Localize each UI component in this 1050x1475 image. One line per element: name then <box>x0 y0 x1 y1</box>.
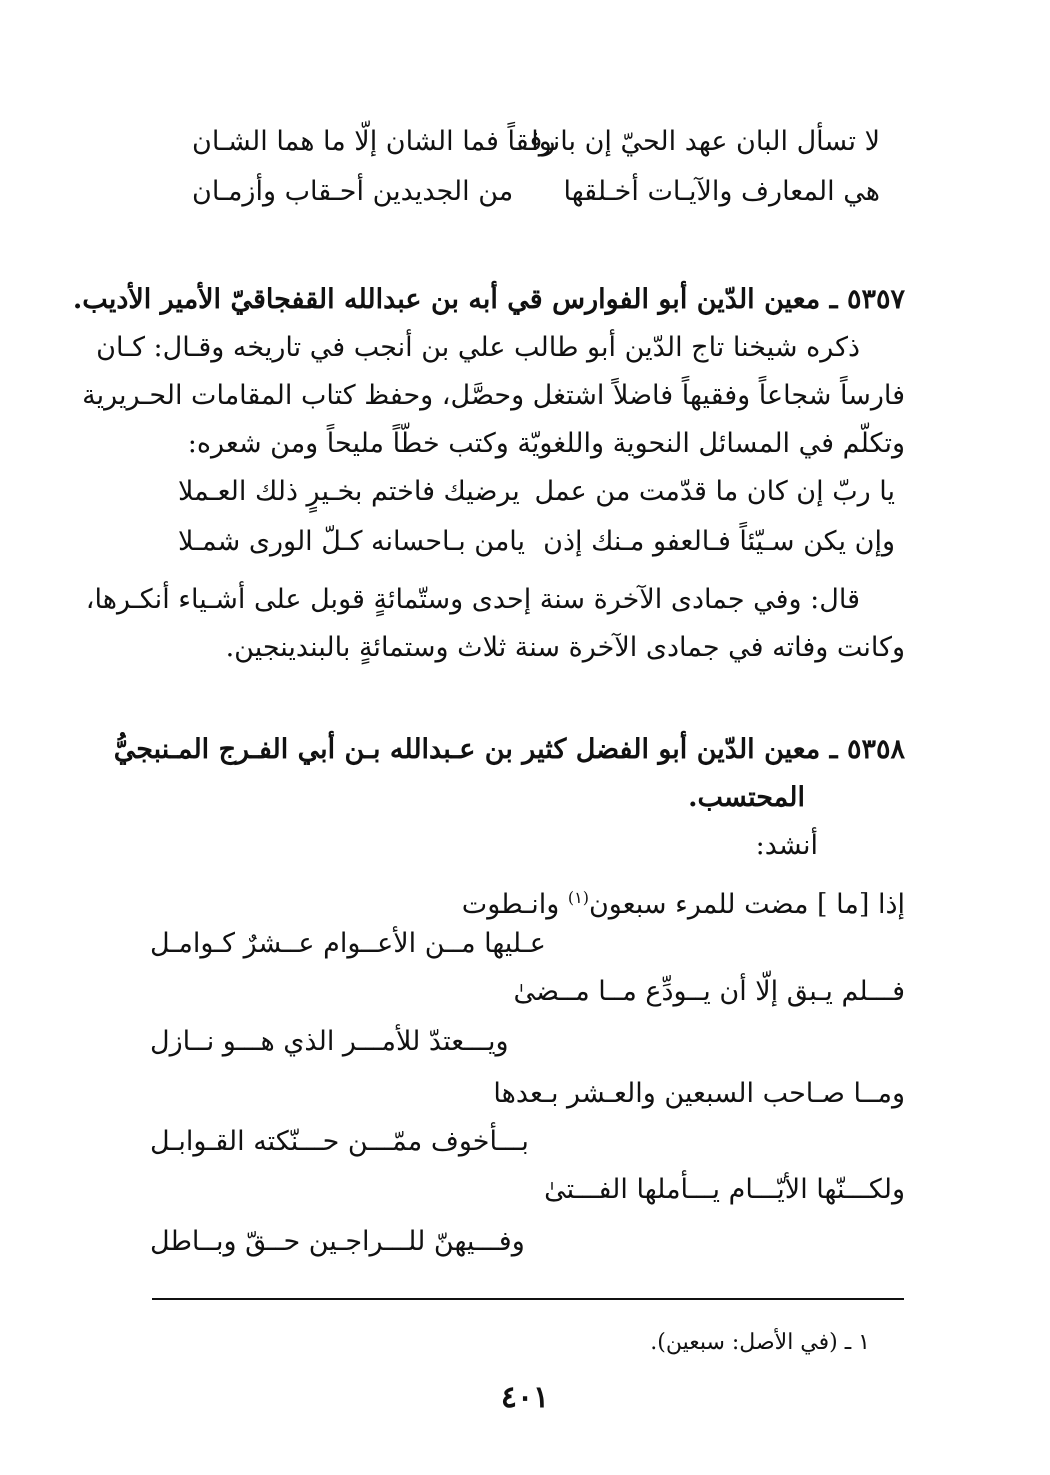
body-line: فارساً شجاعاً وفقيهاً فاضلاً اشتغل وحصَّل، وحفظ كتاب المقامات الحـريرية <box>82 380 905 411</box>
verse-line: وفـــيهنّ للـــراجـين حــقّ وبــاطل <box>150 1226 525 1257</box>
entry-heading-5358: ٥٣٥٨ ـ معين الدّين أبو الفضل كثير بن عـبدالله بـن أبي الفـرج المـنبجيُّ <box>113 734 905 765</box>
entry-heading-continuation: المحتسب. <box>688 782 805 813</box>
verse-row <box>150 126 910 174</box>
body-line: قال: وفي جمادى الآخرة سنة إحدى وستّمائةٍ قوبل على أشـياء أنكـرها، <box>85 584 860 615</box>
verse-line <box>462 878 905 925</box>
verse-line: عـليها مــن الأعــوام عــشرٌ كـوامـل <box>150 928 546 959</box>
verse-hemistich-second: يامن بـاحسانه كـلّ الورى شمـلا <box>178 526 526 557</box>
verse-row <box>150 526 910 574</box>
verse-row <box>150 476 910 524</box>
entry-heading-5357: ٥٣٥٧ ـ معين الدّين أبو الفوارس قي أبه بن عبدالله القفجاقيّ الأمير الأديب. <box>72 284 905 315</box>
verse-hemistich-first: لا تسأل البان عهد الحيّ إن بانوا <box>531 126 880 157</box>
verse-line: ولكـــنّها الأيّـــام يـــأملها الفـــتىٰ <box>544 1174 905 1205</box>
footnote-ref: (١) <box>567 888 589 907</box>
verse-line: ويـــعتدّ للأمـــر الذي هـــو نــازل <box>150 1026 509 1057</box>
footnote-divider <box>152 1298 904 1300</box>
verse-text: وانـطوت <box>461 889 560 920</box>
body-line: وكانت وفاته في جمادى الآخرة سنة ثلاث وستمائةٍ بالبندينجين. <box>225 632 905 663</box>
footnote: ١ ـ (في الأصل: سبعين). <box>650 1330 870 1355</box>
verse-hemistich-first: هي المعارف والآيـات أخـلقها <box>563 176 880 207</box>
verse-text: إذا [ما ] مضت للمرء سبعون <box>588 889 905 920</box>
verse-line: فـــلم يـبق إلّا أن يــودِّع مــا مــضىٰ <box>513 976 905 1007</box>
body-line: ذكره شيخنا تاج الدّين أبو طالب علي بن أنجب في تاريخه وقـال: كـان <box>96 332 860 363</box>
verse-hemistich-second: من الجديدين أحـقاب وأزمـان <box>192 176 514 207</box>
verse-row <box>150 176 910 224</box>
verse-hemistich-second: رفقاً فما الشان إلّا ما هما الشـان <box>192 126 556 157</box>
verse-line: بـــأخوف ممّـــن حـــنّكته القـوابـل <box>150 1126 529 1157</box>
verse-hemistich-first: يا ربّ إن كان ما قدّمت من عمل <box>534 476 895 507</box>
page-number: ٤٠١ <box>500 1380 550 1415</box>
verse-hemistich-first: وإن يكن سـيّئاً فـالعفو مـنك إذن <box>543 526 895 557</box>
verse-hemistich-second: يرضيك فاختم بخـيرٍ ذلك العـملا <box>178 476 520 507</box>
verse-line: ومــا صـاحب السبعين والعـشر بـعدها <box>493 1078 905 1109</box>
body-line: وتكلّم في المسائل النحوية واللغويّة وكتب خطّاً مليحاً ومن شعره: <box>187 428 905 459</box>
body-line: أنشد: <box>755 830 818 861</box>
